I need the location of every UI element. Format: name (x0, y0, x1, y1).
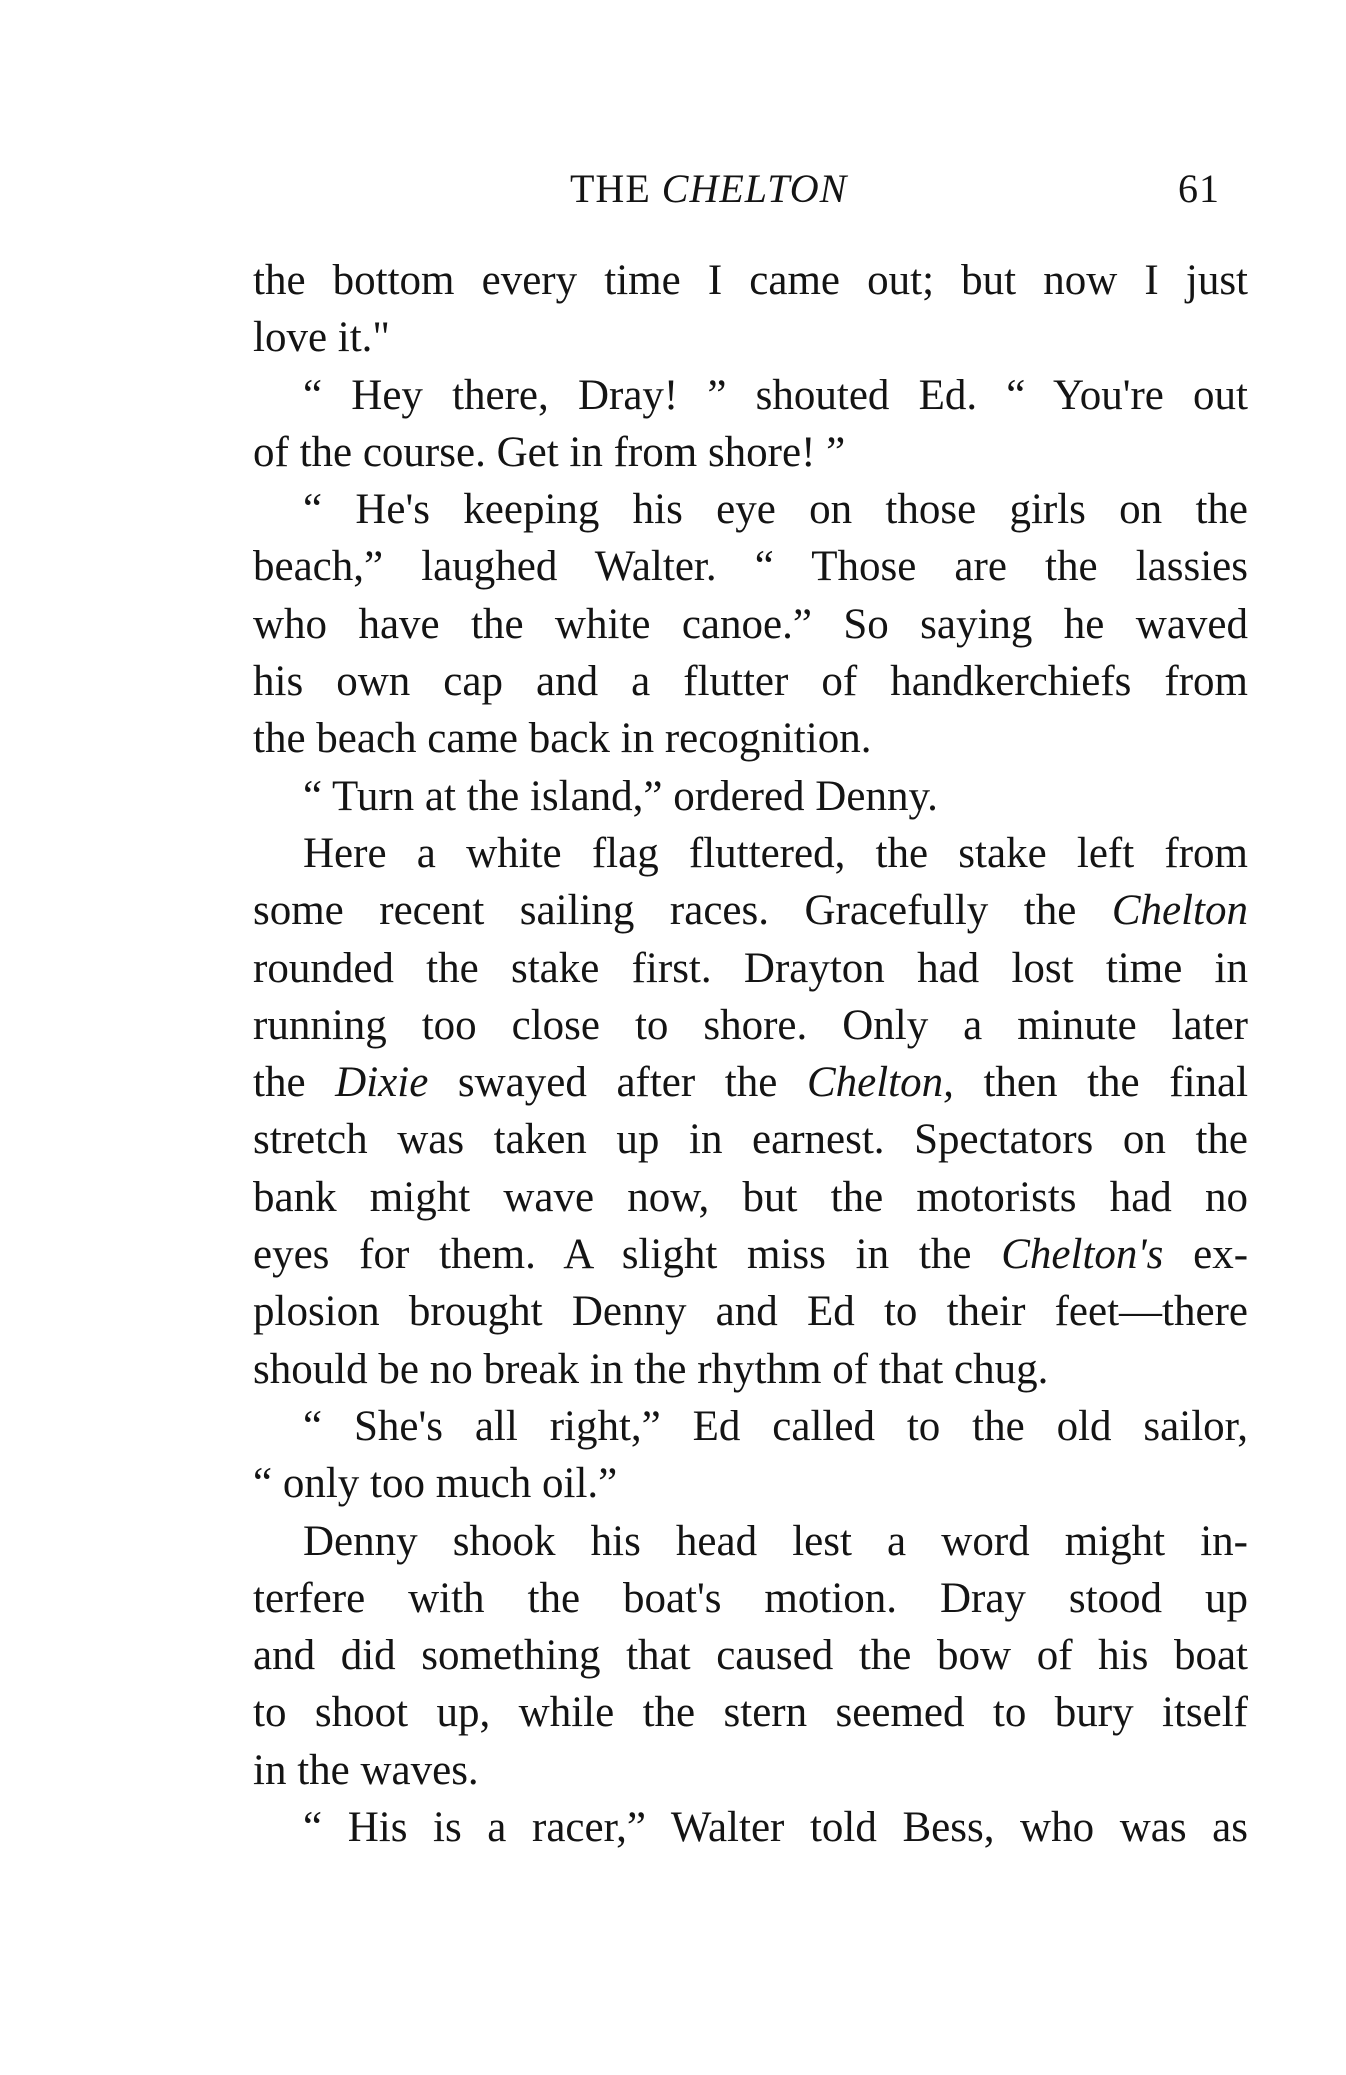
text-line: “ She's all right,” Ed called to the old sailor, (303, 1402, 1248, 1450)
text-fragment: eyes for them. A slight miss in the (253, 1231, 972, 1279)
text-line: should be no break in the rhythm of that chug. (253, 1345, 1049, 1393)
text-line: to shoot up, while the stern seemed to bury itself (253, 1689, 1248, 1737)
text-line: plosion brought Denny and Ed to their feet—there (253, 1288, 1248, 1336)
text-line: “ He's keeping his eye on those girls on the (303, 486, 1248, 534)
boat-name-chelton: Chelton (1111, 887, 1249, 935)
text-fragment: some recent sailing races. Gracefully the (253, 887, 1077, 935)
text-fragment: the (253, 1059, 306, 1107)
text-line: Here a white flag fluttered, the stake left from (303, 829, 1248, 877)
text-line: terfere with the boat's motion. Dray stood up (253, 1574, 1248, 1622)
text-line: “ only too much oil.” (253, 1460, 618, 1508)
text-line: love it." (253, 314, 390, 362)
boat-name-dixie: Dixie (335, 1059, 429, 1107)
text-line: running too close to shore. Only a minute later (253, 1001, 1248, 1049)
text-fragment: swayed after the (457, 1059, 778, 1107)
running-head (0, 165, 1346, 225)
body-text (253, 252, 1248, 1856)
page-number: 61 (1178, 166, 1220, 211)
running-title-chelton: CHELTON (661, 166, 848, 211)
text-line: rounded the stake first. Drayton had lost time in (253, 944, 1248, 992)
text-line: “ Hey there, Dray! ” shouted Ed. “ You're out (303, 371, 1248, 419)
text-line: of the course. Get in from shore! ” (253, 428, 846, 476)
text-line (253, 882, 1248, 939)
text-line: who have the white canoe.” So saying he waved (253, 600, 1248, 648)
text-line: the beach came back in recognition. (253, 715, 872, 763)
text-line (253, 1226, 1248, 1283)
boat-name-chelton: Chelton, (806, 1059, 954, 1107)
text-line: in the waves. (253, 1746, 479, 1794)
text-line: his own cap and a flutter of handkerchiefs from (253, 658, 1248, 706)
text-line: “ Turn at the island,” ordered Denny. (303, 772, 938, 820)
text-fragment: then the final (983, 1059, 1249, 1107)
text-fragment: ex- (1193, 1231, 1249, 1279)
running-title (570, 165, 847, 212)
text-line: “ His is a racer,” Walter told Bess, who was as (303, 1804, 1248, 1852)
text-line (253, 1054, 1248, 1111)
text-line: stretch was taken up in earnest. Spectators on the (253, 1116, 1248, 1164)
text-line: and did something that caused the bow of his boat (253, 1632, 1248, 1680)
text-line: beach,” laughed Walter. “ Those are the lassies (253, 543, 1248, 591)
text-line: bank might wave now, but the motorists had no (253, 1173, 1248, 1221)
boat-name-chelton: Chelton's (1001, 1231, 1164, 1279)
running-title-the: THE (570, 166, 651, 211)
text-line: the bottom every time I came out; but now I just (253, 257, 1248, 304)
text-line: Denny shook his head lest a word might in- (303, 1517, 1248, 1565)
